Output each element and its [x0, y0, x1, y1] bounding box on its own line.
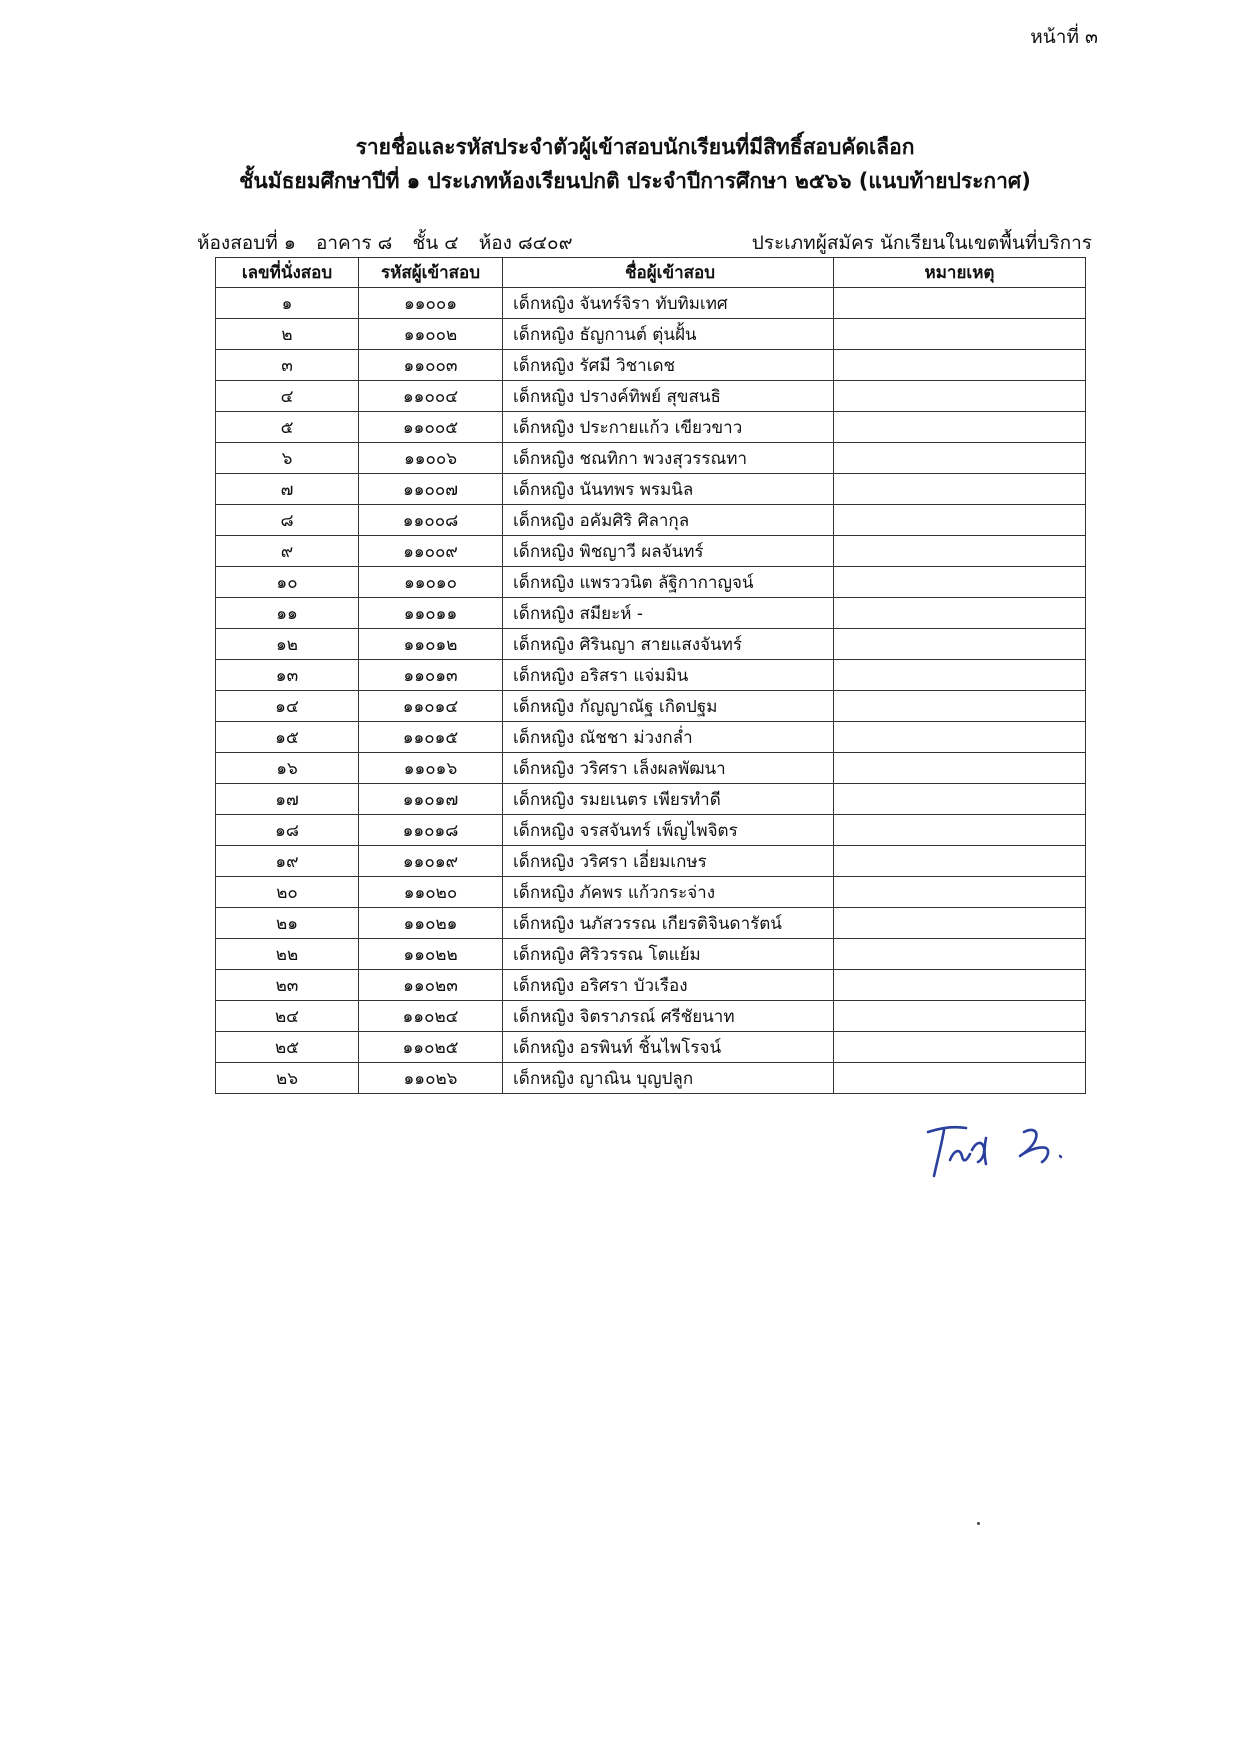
remark-cell: [834, 536, 1086, 567]
examinee-name-cell: เด็กหญิง อริสรา แจ่มมิน: [503, 660, 834, 691]
remark-cell: [834, 412, 1086, 443]
seat-number-cell: ๑๗: [216, 784, 359, 815]
table-row: [216, 1001, 1086, 1032]
remark-cell: [834, 1032, 1086, 1063]
table-row: [216, 908, 1086, 939]
remark-cell: [834, 691, 1086, 722]
table-row: [216, 474, 1086, 505]
examinee-code-cell: ๑๑๐๐๒: [359, 319, 503, 350]
remark-cell: [834, 753, 1086, 784]
seat-number-cell: ๑๑: [216, 598, 359, 629]
remark-cell: [834, 815, 1086, 846]
examinee-code-cell: ๑๑๐๒๓: [359, 970, 503, 1001]
remark-cell: [834, 443, 1086, 474]
examinee-name-cell: เด็กหญิง จรสจันทร์ เพ็ญไพจิตร: [503, 815, 834, 846]
exam-floor: ชั้น ๔: [412, 232, 459, 254]
seat-number-cell: ๒๑: [216, 908, 359, 939]
seat-number-cell: ๑๔: [216, 691, 359, 722]
examinee-name-cell: เด็กหญิง ปรางค์ทิพย์ สุขสนธิ: [503, 381, 834, 412]
remark-cell: [834, 784, 1086, 815]
table-row: [216, 660, 1086, 691]
examinee-name-cell: เด็กหญิง อคัมศิริ ศิลากุล: [503, 505, 834, 536]
examinee-code-cell: ๑๑๐๒๐: [359, 877, 503, 908]
seat-number-cell: ๘: [216, 505, 359, 536]
header-seat: เลขที่นั่งสอบ: [216, 258, 359, 288]
examinee-code-cell: ๑๑๐๑๓: [359, 660, 503, 691]
examinee-name-cell: เด็กหญิง จิตราภรณ์ ศรีชัยนาท: [503, 1001, 834, 1032]
examinee-code-cell: ๑๑๐๒๒: [359, 939, 503, 970]
table-row: [216, 319, 1086, 350]
examinee-name-cell: เด็กหญิง วริศรา เอี่ยมเกษร: [503, 846, 834, 877]
document-title: [0, 130, 1240, 198]
seat-number-cell: ๖: [216, 443, 359, 474]
stray-mark: [977, 1522, 980, 1525]
seat-number-cell: ๗: [216, 474, 359, 505]
remark-cell: [834, 1001, 1086, 1032]
exam-location: [197, 228, 587, 258]
remark-cell: [834, 1063, 1086, 1094]
examinee-code-cell: ๑๑๐๑๕: [359, 722, 503, 753]
examinee-name-cell: เด็กหญิง ภัคพร แก้วกระจ่าง: [503, 877, 834, 908]
seat-number-cell: ๑๒: [216, 629, 359, 660]
remark-cell: [834, 567, 1086, 598]
examinee-code-cell: ๑๑๐๐๓: [359, 350, 503, 381]
seat-number-cell: ๙: [216, 536, 359, 567]
examinee-code-cell: ๑๑๐๑๗: [359, 784, 503, 815]
table-row: [216, 722, 1086, 753]
exam-room-number: ห้อง ๘๔๐๙: [478, 232, 573, 254]
examinee-name-cell: เด็กหญิง ณัชชา ม่วงกล่ำ: [503, 722, 834, 753]
signature: [920, 1120, 1100, 1190]
seat-number-cell: ๑๕: [216, 722, 359, 753]
examinee-name-cell: เด็กหญิง นภัสวรรณ เกียรติจินดารัตน์: [503, 908, 834, 939]
examinee-name-cell: เด็กหญิง สมียะห์ -: [503, 598, 834, 629]
seat-number-cell: ๑๐: [216, 567, 359, 598]
remark-cell: [834, 505, 1086, 536]
title-line-1: รายชื่อและรหัสประจำตัวผู้เข้าสอบนักเรียนที่มีสิทธิ์สอบคัดเลือก: [355, 135, 915, 159]
table-row: [216, 536, 1086, 567]
seat-number-cell: ๑๖: [216, 753, 359, 784]
table-row: [216, 939, 1086, 970]
table-body: [216, 288, 1086, 1094]
remark-cell: [834, 381, 1086, 412]
examinee-name-cell: เด็กหญิง กัญญาณัฐ เกิดปฐม: [503, 691, 834, 722]
examinee-name-cell: เด็กหญิง ศิริวรรณ โตแย้ม: [503, 939, 834, 970]
remark-cell: [834, 629, 1086, 660]
table-header-row: [216, 258, 1086, 288]
examinee-name-cell: เด็กหญิง พิชญาวี ผลจันทร์: [503, 536, 834, 567]
title-line-2: ชั้นมัธยมศึกษาปีที่ ๑ ประเภทห้องเรียนปกติ ประจำปีการศึกษา ๒๕๖๖ (แนบท้ายประกาศ): [239, 169, 1031, 193]
examinee-code-cell: ๑๑๐๐๕: [359, 412, 503, 443]
examinee-name-cell: เด็กหญิง วริศรา เล็งผลพัฒนา: [503, 753, 834, 784]
examinee-name-cell: เด็กหญิง ญาณิน บุญปลูก: [503, 1063, 834, 1094]
table-row: [216, 1063, 1086, 1094]
table-row: [216, 877, 1086, 908]
seat-number-cell: ๑๘: [216, 815, 359, 846]
remark-cell: [834, 474, 1086, 505]
examinee-table: [215, 257, 1086, 1094]
remark-cell: [834, 939, 1086, 970]
seat-number-cell: ๒๖: [216, 1063, 359, 1094]
examinee-name-cell: เด็กหญิง อรพินท์ ชิ้นไพโรจน์: [503, 1032, 834, 1063]
examinee-code-cell: ๑๑๐๑๐: [359, 567, 503, 598]
applicant-type: ประเภทผู้สมัคร นักเรียนในเขตพื้นที่บริการ: [751, 232, 1092, 254]
remark-cell: [834, 598, 1086, 629]
header-code: รหัสผู้เข้าสอบ: [359, 258, 503, 288]
examinee-code-cell: ๑๑๐๑๑: [359, 598, 503, 629]
seat-number-cell: ๑: [216, 288, 359, 319]
table-row: [216, 753, 1086, 784]
remark-cell: [834, 350, 1086, 381]
examinee-name-cell: เด็กหญิง รัศมี วิชาเดช: [503, 350, 834, 381]
table-row: [216, 443, 1086, 474]
examinee-name-cell: เด็กหญิง อริศรา บัวเรือง: [503, 970, 834, 1001]
seat-number-cell: ๑๙: [216, 846, 359, 877]
page-number: หน้าที่ ๓: [1030, 26, 1098, 48]
examinee-code-cell: ๑๑๐๑๙: [359, 846, 503, 877]
examinee-code-cell: ๑๑๐๒๕: [359, 1032, 503, 1063]
remark-cell: [834, 846, 1086, 877]
examinee-code-cell: ๑๑๐๑๘: [359, 815, 503, 846]
table-row: [216, 846, 1086, 877]
exam-info: [197, 228, 1092, 256]
table-row: [216, 598, 1086, 629]
remark-cell: [834, 722, 1086, 753]
seat-number-cell: ๒๔: [216, 1001, 359, 1032]
examinee-code-cell: ๑๑๐๐๗: [359, 474, 503, 505]
header-name: ชื่อผู้เข้าสอบ: [503, 258, 834, 288]
table-row: [216, 970, 1086, 1001]
examinee-name-cell: เด็กหญิง ศิรินญา สายแสงจันทร์: [503, 629, 834, 660]
table-row: [216, 505, 1086, 536]
examinee-code-cell: ๑๑๐๒๑: [359, 908, 503, 939]
seat-number-cell: ๒๓: [216, 970, 359, 1001]
table-row: [216, 412, 1086, 443]
table-row: [216, 381, 1086, 412]
table-row: [216, 567, 1086, 598]
table-row: [216, 815, 1086, 846]
examinee-name-cell: เด็กหญิง จันทร์จิรา ทับทิมเทศ: [503, 288, 834, 319]
remark-cell: [834, 877, 1086, 908]
examinee-code-cell: ๑๑๐๑๒: [359, 629, 503, 660]
examinee-code-cell: ๑๑๐๐๔: [359, 381, 503, 412]
seat-number-cell: ๒: [216, 319, 359, 350]
examinee-code-cell: ๑๑๐๐๙: [359, 536, 503, 567]
seat-number-cell: ๑๓: [216, 660, 359, 691]
table-row: [216, 784, 1086, 815]
seat-number-cell: ๓: [216, 350, 359, 381]
examinee-name-cell: เด็กหญิง ประกายแก้ว เขียวขาว: [503, 412, 834, 443]
examinee-name-cell: เด็กหญิง รมยเนตร เพียรทำดี: [503, 784, 834, 815]
remark-cell: [834, 660, 1086, 691]
examinee-code-cell: ๑๑๐๐๑: [359, 288, 503, 319]
seat-number-cell: ๒๕: [216, 1032, 359, 1063]
examinee-code-cell: ๑๑๐๑๖: [359, 753, 503, 784]
examinee-code-cell: ๑๑๐๐๖: [359, 443, 503, 474]
examinee-code-cell: ๑๑๐๑๔: [359, 691, 503, 722]
seat-number-cell: ๒๒: [216, 939, 359, 970]
remark-cell: [834, 908, 1086, 939]
remark-cell: [834, 288, 1086, 319]
examinee-name-cell: เด็กหญิง ธัญกานต์ ตุ่นฝั้น: [503, 319, 834, 350]
examinee-name-cell: เด็กหญิง แพรววนิต ลัฐิกากาญจน์: [503, 567, 834, 598]
remark-cell: [834, 319, 1086, 350]
table-row: [216, 691, 1086, 722]
seat-number-cell: ๕: [216, 412, 359, 443]
examinee-name-cell: เด็กหญิง นันทพร พรมนิล: [503, 474, 834, 505]
seat-number-cell: ๔: [216, 381, 359, 412]
exam-building: อาคาร ๘: [315, 232, 393, 254]
examinee-name-cell: เด็กหญิง ชณทิกา พวงสุวรรณทา: [503, 443, 834, 474]
seat-number-cell: ๒๐: [216, 877, 359, 908]
table-row: [216, 1032, 1086, 1063]
header-note: หมายเหตุ: [834, 258, 1086, 288]
table-row: [216, 629, 1086, 660]
remark-cell: [834, 970, 1086, 1001]
table-row: [216, 288, 1086, 319]
examinee-code-cell: ๑๑๐๒๔: [359, 1001, 503, 1032]
table-row: [216, 350, 1086, 381]
exam-room: ห้องสอบที่ ๑: [197, 232, 296, 254]
examinee-code-cell: ๑๑๐๐๘: [359, 505, 503, 536]
examinee-code-cell: ๑๑๐๒๖: [359, 1063, 503, 1094]
